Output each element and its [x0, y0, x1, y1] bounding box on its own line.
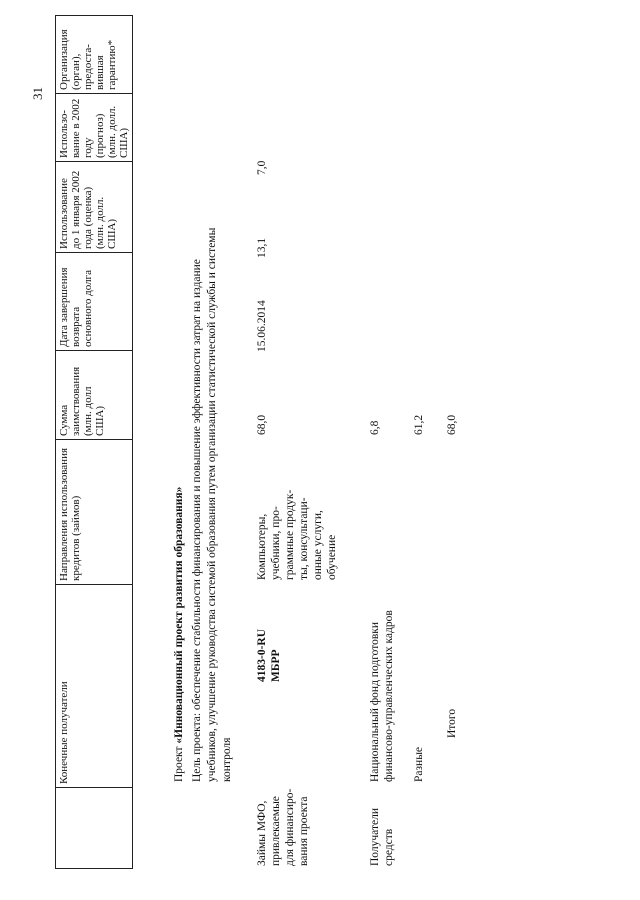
- project-title-name: «Инновационный проект развития образования»: [173, 486, 185, 744]
- project-goal-line-3: контроля: [221, 737, 233, 782]
- loan-purpose: Компьютеры, учебники, про-граммные продук-ты, консультаци-онные услуги, обучение: [256, 489, 338, 580]
- header-col-directions: Направления использования кредитов (займов): [56, 440, 133, 585]
- header-table: [55, 15, 133, 869]
- header-col-repayment-date: Дата завершения возврата основного долга: [56, 253, 133, 351]
- loans-section-label: Займы МФО, привлекаемые для финансиро-вания проекта: [256, 788, 310, 866]
- project-title: [172, 487, 186, 782]
- loan-used-before-2002: 13,1: [256, 237, 268, 258]
- header-col-used-before-2002: Использование до 1 января 2002 года (оценка) (млн. долл. США): [56, 162, 133, 253]
- header-col-used-2002: Использо-вание в 2002 году (прогноз) (млн. долл. США): [56, 94, 133, 162]
- recipients-label: Получатели средств: [369, 807, 395, 866]
- recipient-row-2-name: Разные: [413, 746, 425, 782]
- recipient-row-3-amount: 68,0: [446, 414, 458, 435]
- loan-code: 4183-0-RU: [256, 628, 268, 682]
- header-col-amount: Сумма заимствования (млн. долл США): [56, 351, 133, 440]
- recipient-row-1-name-line-1: Национальный фонд подготовки: [369, 621, 381, 782]
- header-col-empty: [56, 788, 133, 869]
- header-col-guarantor: Организация (орган), предоста-вившая гарантию*: [56, 16, 133, 94]
- project-goal-line-1: Цель проекта: обеспечение стабильности финансирования и повышение эффективности затрат на издание: [191, 259, 203, 782]
- project-goal-line-2: учебников, улучшение руководства системой образования путем организации статистической службы и системы: [206, 227, 218, 782]
- recipient-row-1-name: финансово-управленческих кадров: [383, 610, 395, 782]
- project-title-prefix: Проект: [173, 746, 185, 782]
- loan-repayment-date: 15.06.2014: [256, 300, 268, 352]
- recipient-row-3-name: Итого: [446, 708, 458, 738]
- header-col-recipients: Конечные получатели: [56, 585, 133, 788]
- recipient-row-2-amount: 61,2: [413, 414, 425, 435]
- loan-lender: МБРР: [270, 649, 282, 682]
- recipient-row-1-amount: 6,8: [369, 420, 381, 435]
- page-number: 31: [30, 87, 45, 100]
- loan-used-2002: 7,0: [256, 160, 268, 175]
- loan-amount: 68,0: [256, 414, 268, 435]
